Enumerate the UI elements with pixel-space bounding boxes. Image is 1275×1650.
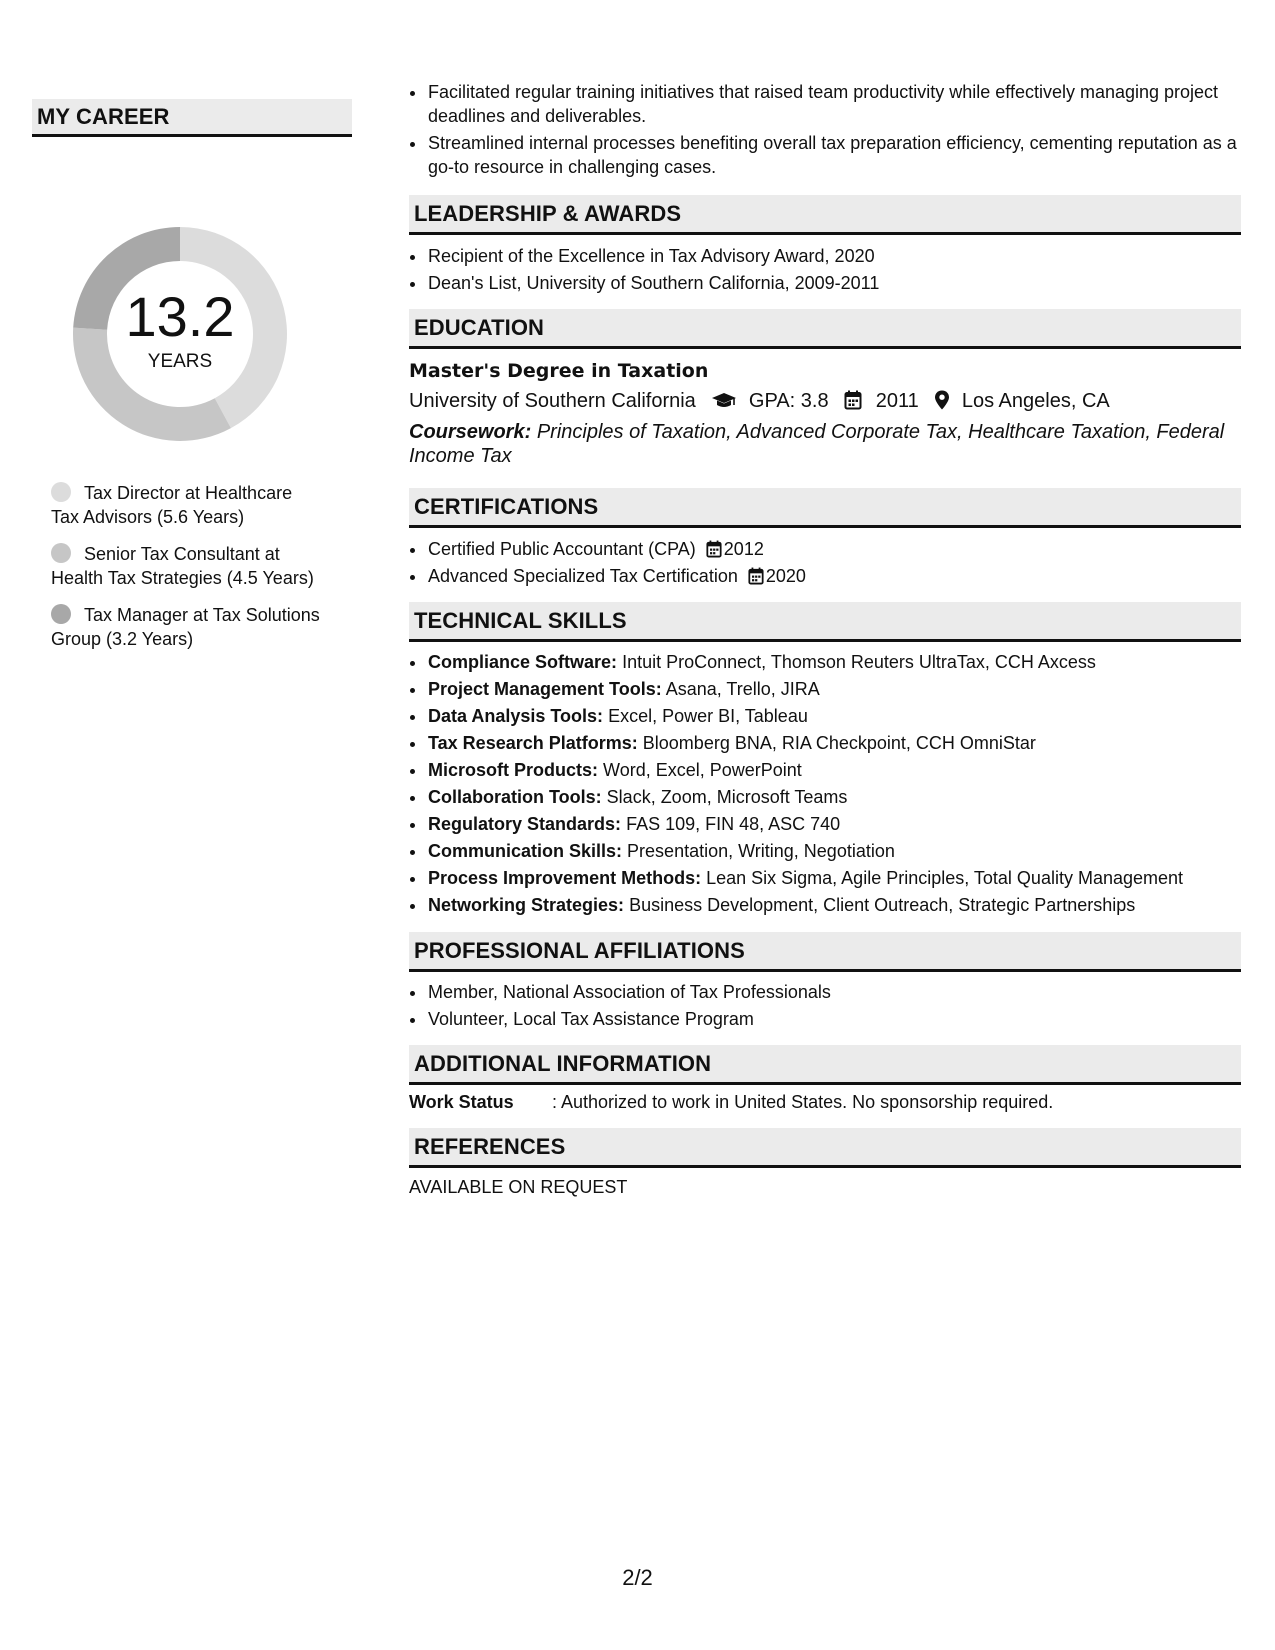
skill-item <box>427 785 1241 809</box>
skill-value: FAS 109, FIN 48, ASC 740 <box>626 814 841 834</box>
affiliations-list <box>409 980 1241 1031</box>
career-legend <box>51 481 352 651</box>
skill-label: Regulatory Standards: <box>428 814 622 834</box>
skill-label: Compliance Software: <box>428 652 618 672</box>
references-text: AVAILABLE ON REQUEST <box>409 1177 628 1197</box>
certifications-section <box>409 488 1241 588</box>
list-item: • Facilitated regular training initiatives that raised team productivity while effectively managing project deadlines and deliverables. <box>427 80 1241 128</box>
skill-item <box>427 677 1241 701</box>
skill-label: Tax Research Platforms: <box>428 733 638 753</box>
skill-value: Lean Six Sigma, Agile Principles, Total Quality Management <box>706 868 1184 888</box>
school-name: University of Southern California <box>409 390 696 412</box>
work-status-label: Work Status <box>409 1092 514 1112</box>
location-pin-icon <box>934 390 950 410</box>
career-sidebar <box>32 99 352 664</box>
section-heading: PROFESSIONAL AFFILIATIONS <box>409 932 1241 972</box>
skill-value: Word, Excel, PowerPoint <box>603 760 802 780</box>
leadership-list <box>409 244 1241 295</box>
skill-item <box>427 758 1241 782</box>
calendar-icon <box>748 567 764 585</box>
legend-item <box>51 542 321 590</box>
skill-value: Asana, Trello, JIRA <box>665 679 820 699</box>
skill-item <box>427 839 1241 863</box>
skill-item <box>427 704 1241 728</box>
legend-label: Tax Director at Healthcare Tax Advisors (5.6 Years) <box>51 483 293 527</box>
section-heading: CERTIFICATIONS <box>409 488 1241 528</box>
graduation-cap-icon <box>711 392 737 410</box>
skill-value: Presentation, Writing, Negotiation <box>627 841 895 861</box>
career-total-years: 13.2 <box>125 285 235 348</box>
skill-value: Business Development, Client Outreach, Strategic Partnerships <box>629 895 1136 915</box>
section-heading: EDUCATION <box>409 309 1241 349</box>
section-heading: ADDITIONAL INFORMATION <box>409 1045 1241 1085</box>
legend-label: Tax Manager at Tax Solutions Group (3.2 Years) <box>51 605 320 649</box>
skill-value: Intuit ProConnect, Thomson Reuters UltraTax, CCH Axcess <box>622 652 1096 672</box>
legend-item <box>51 603 321 651</box>
skill-item <box>427 893 1241 917</box>
certifications-list <box>409 537 1241 588</box>
coursework-text: Principles of Taxation, Advanced Corporate Tax, Healthcare Taxation, Federal Income Tax <box>409 421 1225 467</box>
list-item: • Volunteer, Local Tax Assistance Program <box>427 1007 1241 1031</box>
skill-label: Process Improvement Methods: <box>428 868 702 888</box>
cert-name: Advanced Specialized Tax Certification <box>428 566 738 586</box>
legend-item <box>51 481 321 529</box>
skill-label: Data Analysis Tools: <box>428 706 604 726</box>
main-content <box>409 80 1241 1198</box>
skill-label: Collaboration Tools: <box>428 787 602 807</box>
skill-label: Microsoft Products: <box>428 760 599 780</box>
work-status-row <box>409 1092 1241 1113</box>
skill-value: Slack, Zoom, Microsoft Teams <box>606 787 848 807</box>
career-donut-chart <box>65 219 295 449</box>
leadership-section <box>409 195 1241 295</box>
references-section <box>409 1128 1241 1198</box>
skill-item <box>427 812 1241 836</box>
legend-label: Senior Tax Consultant at Health Tax Strategies (4.5 Years) <box>51 544 314 588</box>
skills-list <box>409 650 1241 917</box>
degree-title: Master's Degree in Taxation <box>409 360 709 382</box>
skill-value: Excel, Power BI, Tableau <box>608 706 808 726</box>
skill-item <box>427 650 1241 674</box>
cert-year: 2012 <box>723 539 764 559</box>
skill-label: Networking Strategies: <box>428 895 625 915</box>
page-number: 2/2 <box>622 1565 653 1590</box>
coursework-label: Coursework: <box>409 421 532 443</box>
legend-dot <box>51 482 71 502</box>
list-item: • Dean's List, University of Southern California, 2009-2011 <box>427 271 1241 295</box>
skill-item <box>427 731 1241 755</box>
gpa: GPA: 3.8 <box>748 390 829 412</box>
education-section <box>409 309 1241 468</box>
affiliations-section <box>409 932 1241 1031</box>
section-heading: REFERENCES <box>409 1128 1241 1168</box>
skill-item <box>427 866 1241 890</box>
coursework <box>409 420 1241 468</box>
calendar-icon <box>706 540 722 558</box>
work-status-value: : Authorized to work in United States. No sponsorship required. <box>552 1092 1054 1112</box>
cert-year: 2020 <box>765 566 806 586</box>
section-heading: TECHNICAL SKILLS <box>409 602 1241 642</box>
skills-section <box>409 602 1241 917</box>
legend-dot <box>51 604 71 624</box>
skill-label: Communication Skills: <box>428 841 623 861</box>
cert-name: Certified Public Accountant (CPA) <box>428 539 696 559</box>
graduation-year: 2011 <box>875 390 919 412</box>
career-heading: MY CAREER <box>32 99 352 137</box>
experience-bullets <box>409 80 1241 179</box>
skill-label: Project Management Tools: <box>428 679 662 699</box>
list-item <box>427 537 1241 561</box>
additional-info-section <box>409 1045 1241 1113</box>
calendar-icon <box>844 390 862 410</box>
education-location: Los Angeles, CA <box>961 390 1110 412</box>
legend-dot <box>51 543 71 563</box>
list-item: • Recipient of the Excellence in Tax Advisory Award, 2020 <box>427 244 1241 268</box>
list-item: • Streamlined internal processes benefiting overall tax preparation efficiency, cementing reputation as a go-to resource in challenging cases. <box>427 131 1241 179</box>
career-total-unit: YEARS <box>147 351 213 372</box>
education-details <box>409 386 1241 416</box>
list-item: • Member, National Association of Tax Professionals <box>427 980 1241 1004</box>
skill-value: Bloomberg BNA, RIA Checkpoint, CCH OmniStar <box>642 733 1036 753</box>
list-item <box>427 564 1241 588</box>
section-heading: LEADERSHIP & AWARDS <box>409 195 1241 235</box>
